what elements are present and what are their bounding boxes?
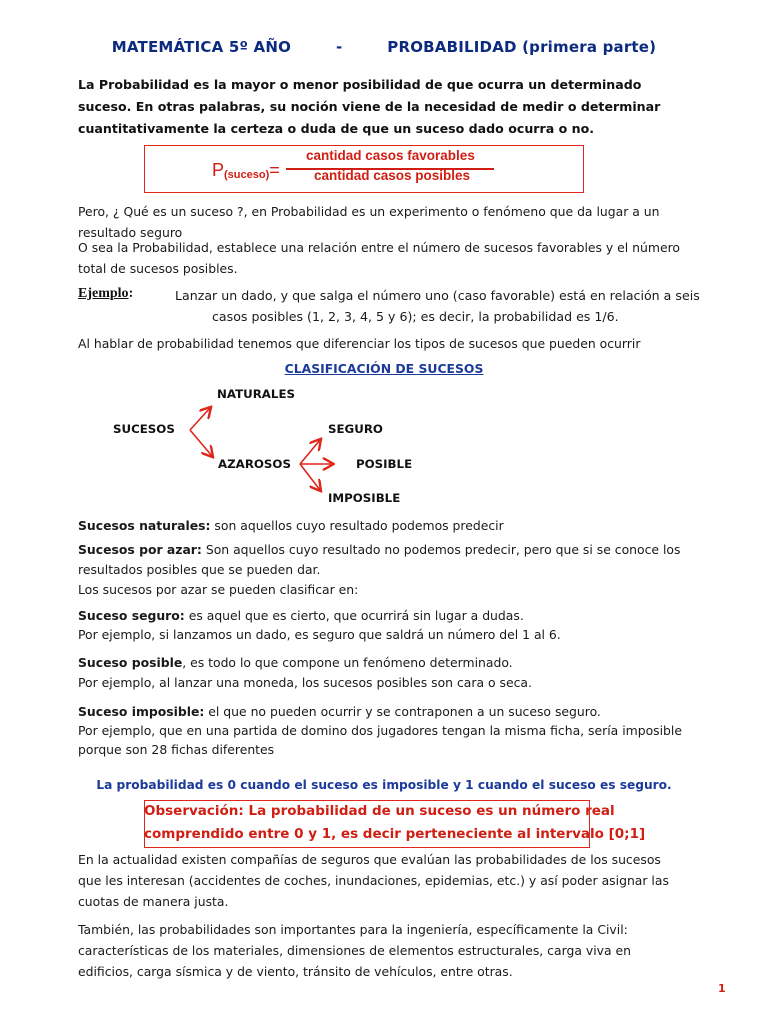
def-azar-2: resultados posibles que se pueden dar. xyxy=(78,562,321,577)
diagram-sucesos: SUCESOS xyxy=(113,422,175,436)
arrow-azarosos-imposible xyxy=(300,464,320,490)
def-naturales: Sucesos naturales: son aquellos cuyo resultado podemos predecir xyxy=(78,518,504,533)
title-right: PROBABILIDAD (primera parte) xyxy=(387,38,657,56)
title-left: MATEMÁTICA 5º AÑO xyxy=(111,38,292,56)
formula-left xyxy=(212,160,280,181)
observation-line-1: Observación: La probabilidad de un suceso es un número real xyxy=(144,803,615,819)
paragraph-insurance: En la actualidad existen compañías de seguros que evalúan las probabilidades de los sucesos que les interesan (accidentes de coches, inundaciones, epidemias, etc.) y así poder asignar las cuotas de manera justa. xyxy=(78,852,669,909)
observation-line-2: comprendido entre 0 y 1, es decir perteneciente al intervalo [0;1] xyxy=(144,826,646,842)
diagram-azarosos: AZAROSOS xyxy=(218,457,291,471)
def-imposible-example-1: Por ejemplo, que en una partida de domino dos jugadores tengan la misma ficha, sería imposible xyxy=(78,723,682,738)
page-title xyxy=(0,38,768,56)
diagram-naturales: NATURALES xyxy=(217,387,295,401)
formula-eq: = xyxy=(269,160,280,180)
arrow-sucesos-naturales xyxy=(190,408,210,430)
formula-numerator: cantidad casos favorables xyxy=(306,148,475,163)
diagram-posible: POSIBLE xyxy=(356,457,413,471)
def-azar-1: Sucesos por azar: Son aquellos cuyo resultado no podemos predecir, pero que si se conoce los xyxy=(78,542,681,557)
diagram-seguro: SEGURO xyxy=(328,422,383,436)
formula-denominator: cantidad casos posibles xyxy=(314,168,471,183)
formula-sub: (suceso) xyxy=(224,169,270,181)
def-azar-3: Los sucesos por azar se pueden clasificar en: xyxy=(78,582,359,597)
title-separator: - xyxy=(335,38,343,56)
arrow-azarosos-seguro xyxy=(300,440,320,464)
example-line-2: casos posibles (1, 2, 3, 4, 5 y 6); es decir, la probabilidad es 1/6. xyxy=(212,309,619,324)
paragraph-engineering: También, las probabilidades son importantes para la ingeniería, específicamente la Civil: características de los materiales, dimensiones de elementos estructurales, carga viva en edificios, carga sísmica y de viento, tránsito de vehículos, entre otras. xyxy=(78,922,631,979)
classification-title: CLASIFICACIÓN DE SUCESOS xyxy=(284,361,484,376)
def-seguro: Suceso seguro: es aquel que es cierto, que ocurrirá sin lugar a dudas. xyxy=(78,608,524,623)
def-seguro-example: Por ejemplo, si lanzamos un dado, es seguro que saldrá un número del 1 al 6. xyxy=(78,627,561,642)
intro-paragraph: La Probabilidad es la mayor o menor posibilidad de que ocurra un determinado suceso. En otras palabras, su noción viene de la necesidad de medir o determinar cuantitativamente la certeza o duda de que un suceso dado ocurra o no. xyxy=(78,77,661,136)
example-label: Ejemplo: xyxy=(78,286,134,301)
def-posible-example: Por ejemplo, al lanzar una moneda, los sucesos posibles son cara o seca. xyxy=(78,675,532,690)
paragraph-suceso-relation: O sea la Probabilidad, establece una relación entre el número de sucesos favorables y el número total de sucesos posibles. xyxy=(78,240,680,276)
example-line-1: Lanzar un dado, y que salga el número uno (caso favorable) está en relación a seis xyxy=(175,288,700,303)
probability-range-statement: La probabilidad es 0 cuando el suceso es imposible y 1 cuando el suceso es seguro. xyxy=(96,778,672,792)
def-imposible-example-2: porque son 28 fichas diferentes xyxy=(78,742,275,757)
paragraph-types: Al hablar de probabilidad tenemos que diferenciar los tipos de sucesos que pueden ocurrir xyxy=(78,336,641,351)
def-posible: Suceso posible, es todo lo que compone un fenómeno determinado. xyxy=(78,655,513,670)
formula-p: P xyxy=(212,160,225,180)
paragraph-suceso-definition: Pero, ¿ Qué es un suceso ?, en Probabilidad es un experimento o fenómeno que da lugar a un resultado seguro xyxy=(78,204,660,240)
arrow-sucesos-azarosos xyxy=(190,430,212,456)
diagram-imposible: IMPOSIBLE xyxy=(328,491,401,505)
def-imposible: Suceso imposible: el que no pueden ocurrir y se contraponen a un suceso seguro. xyxy=(78,704,601,719)
page-number: 1 xyxy=(718,982,726,995)
